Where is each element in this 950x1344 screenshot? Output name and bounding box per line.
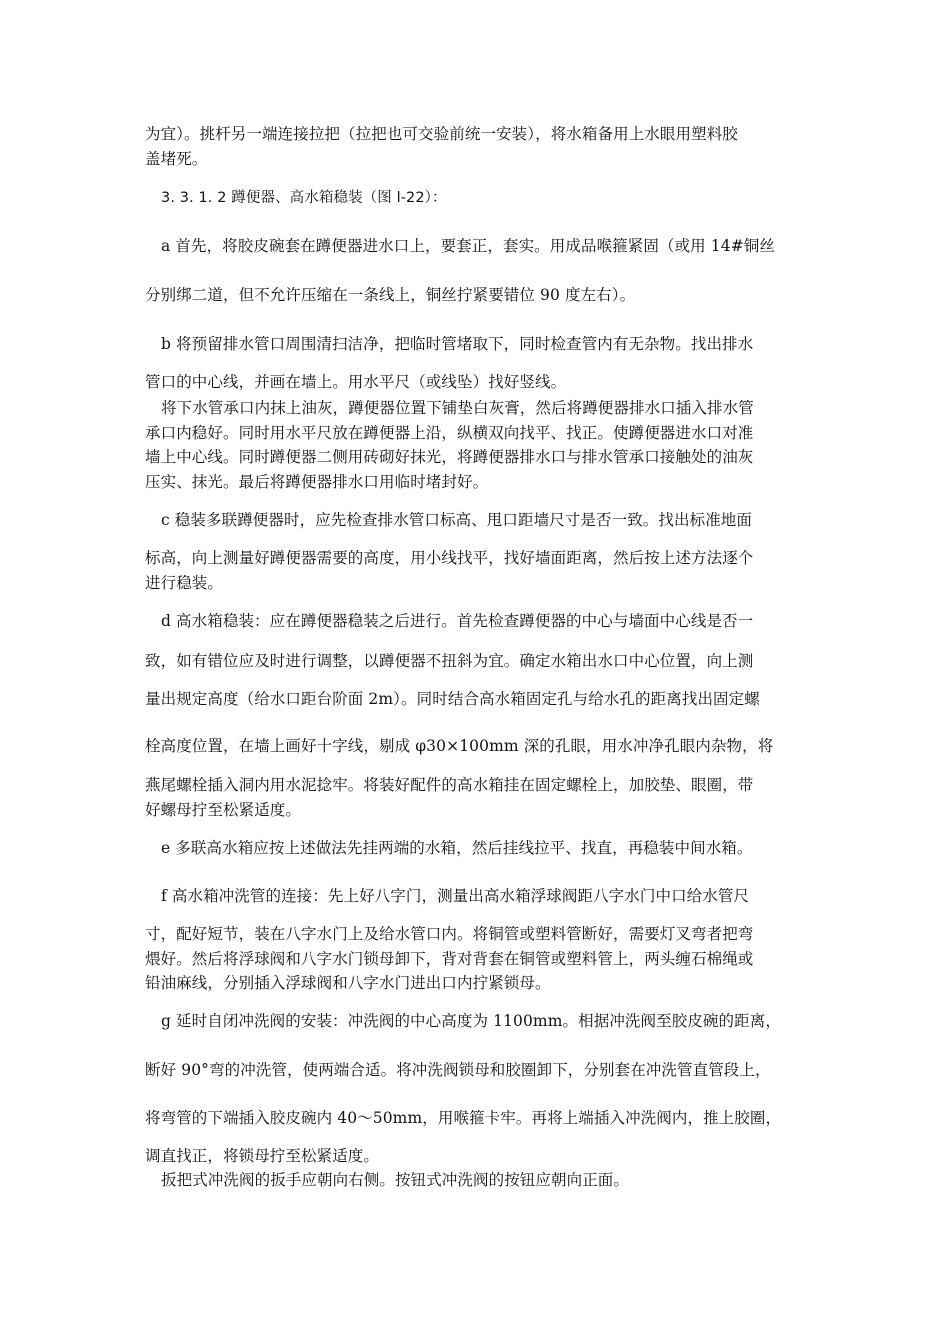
text-line: 管口的中心线，并画在墙上。用水平尺（或线坠）找好竖线。 xyxy=(145,373,567,391)
text-line: a 首先，将胶皮碗套在蹲便器进水口上，要套正，套实。用成品喉箍紧固（或用 14#铜丝 xyxy=(161,237,776,255)
text-line: 断好 90°弯的冲洗管，使两端合适。将冲洗阀锁母和胶圈卸下，分别套在冲洗管直管段上， xyxy=(145,1061,771,1079)
text-line: 燕尾螺栓插入洞内用水泥捻牢。将装好配件的高水箱挂在固定螺栓上，加胶垫、眼圈，带 xyxy=(145,776,754,794)
text-line: 寸，配好短节，装在八字水门上及给水管口内。将铜管或塑料管断好，需要灯叉弯者把弯 xyxy=(145,925,754,943)
text-line: d 高水箱稳装：应在蹲便器稳装之后进行。首先检查蹲便器的中心与墙面中心线是否一 xyxy=(161,612,754,630)
text-line: 好螺母拧至松紧适度。 xyxy=(145,801,302,819)
text-line: g 延时自闭冲洗阀的安装：冲洗阀的中心高度为 1100mm。相据冲洗阀至胶皮碗的距离， xyxy=(161,1012,781,1030)
text-line: 铅油麻线，分别插入浮球阀和八字水门进出口内拧紧锁母。 xyxy=(145,974,551,992)
text-line: 调直找正，将锁母拧至松紧适度。 xyxy=(145,1147,380,1165)
text-line: c 稳装多联蹲便器时，应先检查排水管口标高、甩口距墙尺寸是否一致。找出标准地面 xyxy=(161,511,753,529)
text-line: 墙上中心线。同时蹲便器二侧用砖砌好抹光，将蹲便器排水口与排水管承口接触处的油灰 xyxy=(145,448,754,466)
text-line: 分别绑二道，但不允许压缩在一条线上，铜丝拧紧要错位 90 度左右）。 xyxy=(145,286,636,304)
section-heading: 3. 3. 1. 2 蹲便器、高水箱稳装（图 l-22）： xyxy=(161,190,447,206)
text-line: 将下水管承口内抹上油灰，蹲便器位置下铺垫白灰膏，然后将蹲便器排水口插入排水管 xyxy=(161,399,754,417)
text-line: 扳把式冲洗阀的扳手应朝向右侧。按钮式冲洗阀的按钮应朝向正面。 xyxy=(161,1171,630,1189)
text-line: 盖堵死。 xyxy=(145,150,208,168)
text-line: 进行稳装。 xyxy=(145,574,224,592)
text-line: e 多联高水箱应按上述做法先挂两端的水箱，然后挂线拉平、找直，再稳装中间水箱。 xyxy=(161,839,753,857)
text-line: 致，如有错位应及时进行调整，以蹲便器不扭斜为宜。确定水箱出水口中心位置，向上测 xyxy=(145,652,754,670)
text-line: 煨好。然后将浮球阀和八字水门锁母卸下，背对背套在铜管或塑料管上，两头缠石棉绳或 xyxy=(145,950,754,968)
text-line: 为宜）。挑杆另一端连接拉把（拉把也可交验前统一安装），将水箱备用上水眼用塑料胶 xyxy=(145,125,738,143)
text-line: 将弯管的下端插入胶皮碗内 40～50mm，用喉箍卡牢。再将上端插入冲洗阀内，推上胶圈， xyxy=(145,1109,782,1127)
text-line: 量出规定高度（给水口距台阶面 2m）。同时结合高水箱固定孔与给水孔的距离找出固定螺 xyxy=(145,690,760,708)
text-line: 承口内稳好。同时用水平尺放在蹲便器上沿，纵横双向找平、找正。使蹲便器进水口对准 xyxy=(145,424,754,442)
text-line: b 将预留排水管口周围清扫洁净，把临时管堵取下，同时检查管内有无杂物。找出排水 xyxy=(161,335,754,353)
text-line: 栓高度位置，在墙上画好十字线，剔成 φ30×100mm 深的孔眼，用水冲净孔眼内杂物，将 xyxy=(145,737,774,755)
text-line: 标高，向上测量好蹲便器需要的高度，用小线找平，找好墙面距离，然后按上述方法逐个 xyxy=(145,549,754,567)
text-line: 压实、抹光。最后将蹲便器排水口用临时堵封好。 xyxy=(145,473,489,491)
text-line: f 高水箱冲洗管的连接：先上好八字门，测量出高水箱浮球阀距八字水门中口给水管尺 xyxy=(161,887,750,905)
